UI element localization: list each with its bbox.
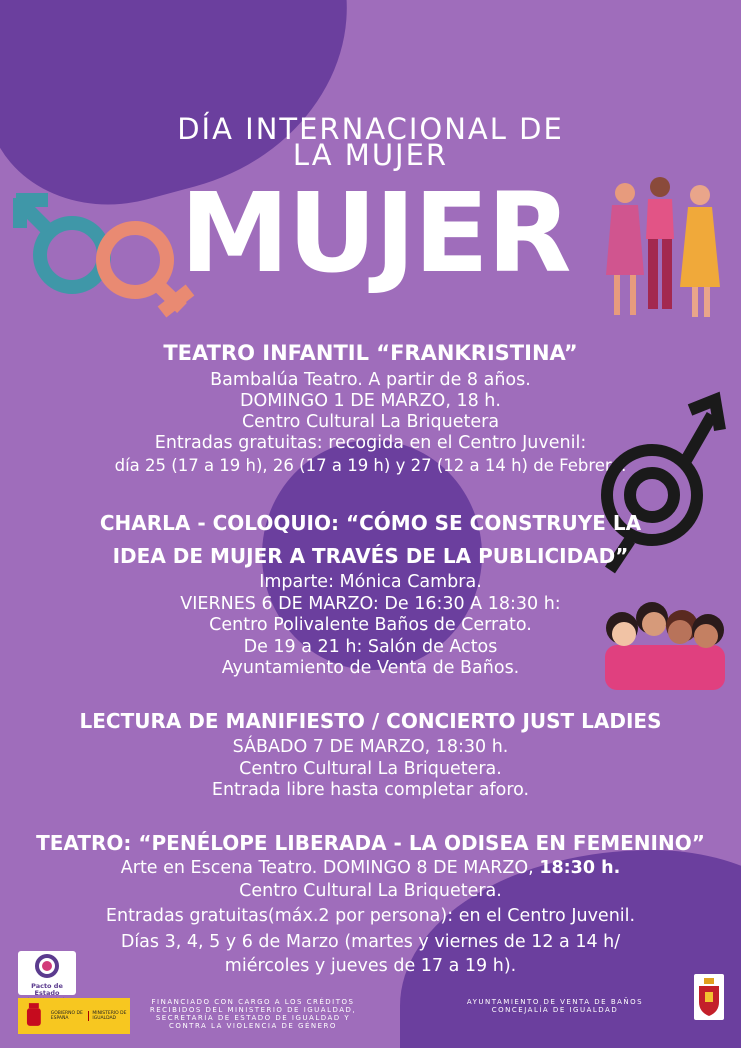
event4-line1-time: 18:30 h. bbox=[539, 858, 621, 878]
event1-line5: día 25 (17 a 19 h), 26 (17 a 19 h) y 27 (12 a 14 h) de Febrero. bbox=[114, 456, 627, 475]
pacto-de-estado-logo bbox=[18, 951, 76, 995]
event3-line2: Centro Cultural La Briquetera. bbox=[239, 759, 502, 779]
event1-line4: Entradas gratuitas: recogida en el Centro Juvenil: bbox=[154, 433, 587, 453]
gobierno-ministerio-logo bbox=[18, 998, 130, 1034]
council-text bbox=[430, 998, 680, 1014]
funding-text bbox=[128, 998, 378, 1030]
funding-line1: FINANCIADO CON CARGO A LOS CRÉDITOS bbox=[151, 998, 355, 1006]
event3-line1: SÁBADO 7 DE MARZO, 18:30 h. bbox=[232, 737, 509, 757]
header-line2: LA MUJER bbox=[292, 138, 449, 172]
funding-line2: RECIBIDOS DEL MINISTERIO DE IGUALDAD, bbox=[149, 1006, 357, 1014]
event4-line2: Centro Cultural La Briquetera. bbox=[239, 881, 502, 901]
event1-line2: DOMINGO 1 DE MARZO, 18 h. bbox=[240, 391, 501, 411]
event2-line5: Ayuntamiento de Venta de Baños. bbox=[221, 658, 520, 678]
council-logo bbox=[694, 974, 724, 1020]
event2-line2: VIERNES 6 DE MARZO: De 16:30 A 18:30 h: bbox=[180, 594, 561, 614]
council-shield-icon bbox=[694, 974, 724, 1020]
council-line1: AYUNTAMIENTO DE VENTA DE BAÑOS bbox=[466, 998, 644, 1006]
event4-line1 bbox=[0, 858, 741, 880]
event4-title: TEATRO: “PENÉLOPE LIBERADA - LA ODISEA EN FEMENINO” bbox=[36, 831, 705, 855]
pacto-label: Pacto de Estado bbox=[31, 982, 63, 997]
event1-line1: Bambalúa Teatro. A partir de 8 años. bbox=[210, 370, 531, 390]
event3-title: LECTURA DE MANIFIESTO / CONCIERTO JUST LADIES bbox=[79, 709, 662, 733]
event2-line1: Imparte: Mónica Cambra. bbox=[259, 572, 482, 592]
women-faces-illustration-icon bbox=[600, 590, 730, 690]
funding-line3: SECRETARÍA DE ESTADO DE IGUALDAD Y bbox=[155, 1014, 351, 1022]
header-big-word: MUJER bbox=[180, 169, 570, 297]
gobierno-label: GOBIERNO DE ESPAÑA bbox=[50, 1011, 83, 1021]
event1-line3: Centro Cultural La Briquetera bbox=[241, 412, 500, 432]
coat-of-arms-icon bbox=[21, 1000, 47, 1032]
event2-line4: De 19 a 21 h: Salón de Actos bbox=[243, 637, 498, 657]
event4-line5: miércoles y jueves de 17 a 19 h). bbox=[224, 956, 517, 976]
pacto-ring-icon bbox=[18, 951, 76, 979]
event4-line1-prefix: Arte en Escena Teatro. DOMINGO 8 DE MARZO, bbox=[120, 858, 540, 878]
header-line1: DÍA INTERNACIONAL DE bbox=[177, 112, 564, 146]
gender-symbols-icon bbox=[10, 190, 210, 330]
ministerio-label: MINISTERIO DE IGUALDAD bbox=[88, 1011, 130, 1021]
event4-line3: Entradas gratuitas(máx.2 por persona): en el Centro Juvenil. bbox=[105, 906, 636, 926]
funding-line4: CONTRA LA VIOLENCIA DE GÉNERO bbox=[169, 1022, 337, 1030]
event4-line4: Días 3, 4, 5 y 6 de Marzo (martes y viernes de 12 a 14 h/ bbox=[120, 932, 621, 952]
council-line2: CONCEJALÍA DE IGUALDAD bbox=[491, 1006, 619, 1014]
event2-title-line2: IDEA DE MUJER A TRAVÉS DE LA PUBLICIDAD” bbox=[112, 544, 629, 568]
event3-line3: Entrada libre hasta completar aforo. bbox=[211, 780, 530, 800]
women-group-illustration-icon bbox=[600, 175, 725, 325]
event2-line3: Centro Polivalente Baños de Cerrato. bbox=[209, 615, 532, 635]
event2-title-line1: CHARLA - COLOQUIO: “CÓMO SE CONSTRUYE LA bbox=[99, 511, 642, 535]
event1-title: TEATRO INFANTIL “FRANKRISTINA” bbox=[163, 341, 578, 365]
